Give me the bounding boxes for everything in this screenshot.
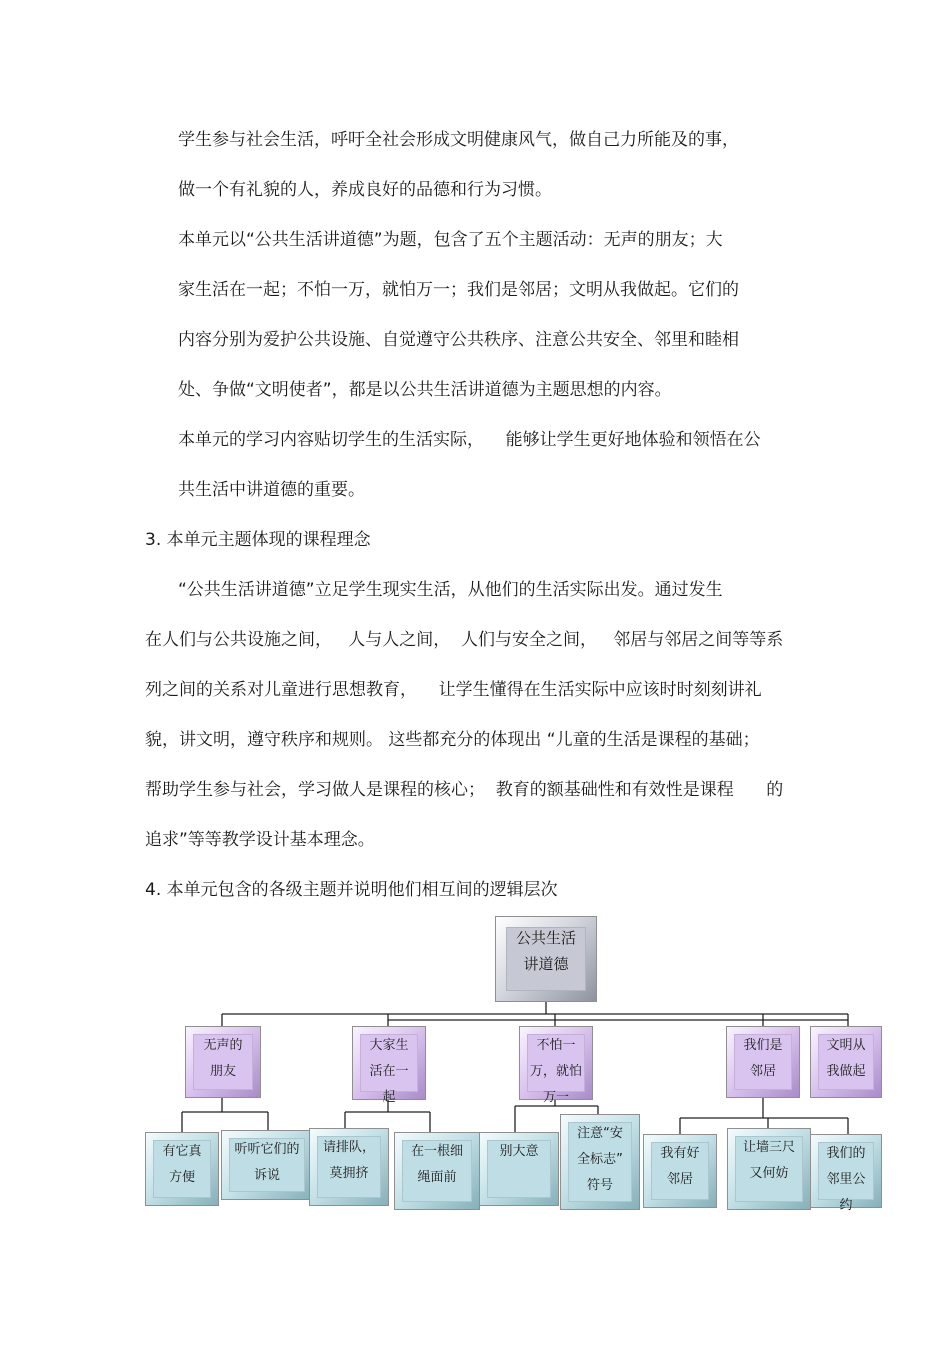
- paragraph-line: 学生参与社会生活，呼吁全社会形成文明健康风气，做自己力所能及的事，: [178, 130, 739, 150]
- paragraph-line: 本单元以“公共生活讲道德”为题，包含了五个主题活动：无声的朋友；大: [178, 230, 723, 250]
- node-label: 在一根细 绳面前: [410, 1144, 463, 1185]
- paragraph-line: 做一个有礼貌的人，养成良好的品德和行为习惯。: [178, 180, 552, 200]
- node-label: 请排队， 莫拥挤: [322, 1140, 375, 1181]
- tree-level2-node: [727, 1128, 811, 1210]
- node-label: 我们是 邻居: [743, 1038, 783, 1079]
- tree-level2-node: [145, 1132, 219, 1206]
- tree-level2-node: [560, 1114, 640, 1210]
- tree-level1-node: [185, 1026, 261, 1098]
- tree-level2-node: [309, 1128, 389, 1206]
- node-label: 大家生 活在一 起: [369, 1038, 409, 1105]
- paragraph-line: 共生活中讲道德的重要。: [178, 480, 365, 500]
- section-3-heading: 3. 本单元主题体现的课程理念: [145, 530, 371, 550]
- tree-level1-node: [726, 1026, 800, 1098]
- node-label: 不怕一 万，就怕 万一: [529, 1038, 582, 1105]
- node-label: 文明从 我做起: [826, 1038, 866, 1079]
- paragraph-line: 处、争做“文明使者”，都是以公共生活讲道德为主题思想的内容。: [178, 380, 672, 400]
- paragraph-line: 内容分别为爱护公共设施、自觉遵守公共秩序、注意公共安全、邻里和睦相: [178, 330, 739, 350]
- tree-level1-node: [519, 1026, 593, 1105]
- node-label: 公共生活 讲道德: [515, 929, 576, 973]
- tree-level2-node: [479, 1132, 559, 1206]
- node-label: 我有好 邻居: [660, 1146, 700, 1187]
- paragraph-line: 帮助学生参与社会，学习做人是课程的核心； 教育的额基础性和有效性是课程 的: [145, 780, 784, 800]
- tree-level1-node: [352, 1026, 426, 1105]
- node-label: 别大意: [499, 1144, 539, 1159]
- tree-level2-node: [643, 1134, 717, 1208]
- paragraph-line: 本单元的学习内容贴切学生的生活实际， 能够让学生更好地体验和领悟在公: [178, 430, 761, 450]
- paragraph-line: 列之间的关系对儿童进行思想教育， 让学生懂得在生活实际中应该时时刻刻讲礼: [145, 680, 762, 700]
- tree-level1-node: [810, 1026, 882, 1098]
- node-label: 无声的 朋友: [203, 1038, 243, 1079]
- paragraph-line: 在人们与公共设施之间， 人与人之间， 人们与安全之间， 邻居与邻居之间等等系: [145, 630, 784, 650]
- node-label: 让墙三尺 又何妨: [742, 1140, 795, 1181]
- paragraph-line: “公共生活讲道德”立足学生现实生活，从他们的生活实际出发。通过发生: [178, 580, 723, 600]
- paragraph-line: 貌，讲文明，遵守秩序和规则。 这些都充分的体现出 “儿童的生活是课程的基础；: [145, 730, 760, 750]
- tree-level2-node: [394, 1132, 480, 1210]
- section-4-heading: 4. 本单元包含的各级主题并说明他们相互间的逻辑层次: [145, 880, 558, 900]
- node-label: 注意“安 全标志” 符号: [577, 1126, 623, 1193]
- node-label: 听听它们的 诉说: [234, 1142, 300, 1183]
- tree-level2-node: [810, 1134, 882, 1213]
- node-label: 有它真 方便: [162, 1144, 202, 1185]
- paragraph-line: 家生活在一起；不怕一万，就怕万一；我们是邻居；文明从我做起。它们的: [178, 280, 739, 300]
- node-label: 我们的 邻里公 约: [826, 1146, 866, 1213]
- paragraph-line: 追求”等等教学设计基本理念。: [145, 830, 375, 850]
- tree-level2-node: [221, 1130, 313, 1200]
- tree-root-node: [495, 916, 597, 1002]
